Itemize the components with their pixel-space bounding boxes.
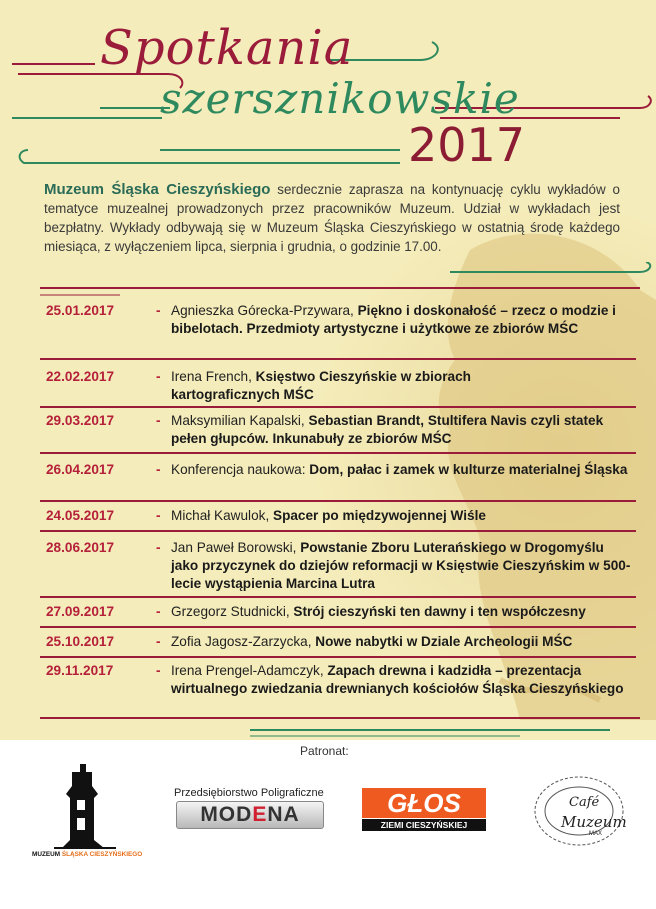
event-title: Zapach drewna i kadzidła – prezentacja wirtualnego zwiedzania drewnianych kościołów Śląska Cieszyńskiego bbox=[171, 663, 624, 696]
cafe-logo-word-1: Café bbox=[569, 795, 600, 810]
event-description bbox=[171, 507, 631, 525]
event-dash: - bbox=[156, 508, 161, 523]
event-separator bbox=[40, 626, 636, 628]
event-date: 29.11.2017 bbox=[46, 663, 114, 678]
museum-logo-word-1: MUZEUM bbox=[32, 851, 61, 858]
event-speaker: Agnieszka Górecka-Przywara, bbox=[171, 303, 358, 318]
event-separator bbox=[40, 500, 636, 502]
intro-text: serdecznie zaprasza na kontynuację cyklu wykładów o tematyce muzealnej prowadzonych przez pracowników Muzeum. Udział w wykładach jest bezpłatny. Wykłady odbywają się w Muzeum Śląska Cieszyńskiego w ostatnią środę każdego miesiąca, z wyłączeniem lipca, sierpnia i grudnia, o godzinie 17.00. bbox=[44, 182, 620, 254]
modena-logo-part-1: MOD bbox=[200, 803, 253, 826]
museum-logo-text bbox=[32, 851, 142, 858]
title-line-1: Spotkania bbox=[100, 20, 354, 76]
event-date: 27.09.2017 bbox=[46, 604, 115, 619]
event-dash: - bbox=[156, 634, 161, 649]
event-description bbox=[171, 302, 631, 338]
event-description bbox=[171, 539, 631, 593]
cafe-stamp-icon bbox=[531, 773, 627, 849]
event-dash: - bbox=[156, 369, 161, 384]
title-line-2: szersznikowskie bbox=[160, 74, 520, 123]
event-speaker: Maksymilian Kapalski, bbox=[171, 413, 309, 428]
event-speaker: Grzegorz Studnicki, bbox=[171, 604, 294, 619]
event-title: Dom, pałac i zamek w kulturze materialnej Śląska bbox=[309, 462, 628, 477]
event-speaker: Jan Paweł Borowski, bbox=[171, 540, 301, 555]
event-separator bbox=[40, 406, 636, 408]
glos-logo-subtitle: ZIEMI CIESZYŃSKIEJ bbox=[362, 819, 486, 831]
event-dash: - bbox=[156, 663, 161, 678]
event-title: Nowe nabytki w Dziale Archeologii MŚC bbox=[315, 634, 573, 649]
events-bottom-decoration bbox=[0, 708, 656, 740]
intro-paragraph bbox=[44, 180, 620, 256]
event-date: 26.04.2017 bbox=[46, 462, 115, 477]
event-dash: - bbox=[156, 540, 161, 555]
event-title: Sebastian Brandt, Stultifera Navis czyli statek pełen głupców. Inkunabuły ze zbiorów MŚC bbox=[171, 413, 604, 446]
modena-logo-part-2: NA bbox=[267, 803, 300, 826]
event-description bbox=[171, 633, 631, 651]
event-separator bbox=[40, 656, 636, 658]
event-speaker: Irena French, bbox=[171, 369, 256, 384]
modena-caption: Przedsiębiorstwo Poligraficzne bbox=[174, 787, 324, 799]
event-speaker: Konferencja naukowa: bbox=[171, 462, 310, 477]
event-dash: - bbox=[156, 413, 161, 428]
event-speaker: Irena Prengel-Adamczyk, bbox=[171, 663, 328, 678]
event-date: 25.10.2017 bbox=[46, 634, 115, 649]
event-separator bbox=[40, 452, 636, 454]
event-date: 29.03.2017 bbox=[46, 413, 115, 428]
event-dash: - bbox=[156, 604, 161, 619]
event-separator bbox=[40, 596, 636, 598]
event-description bbox=[171, 368, 501, 404]
event-date: 25.01.2017 bbox=[46, 303, 115, 318]
cafe-muzeum-logo bbox=[531, 773, 627, 849]
event-title: Strój cieszyński ten dawny i ten współczesny bbox=[293, 604, 586, 619]
event-description bbox=[171, 461, 631, 479]
event-date: 22.02.2017 bbox=[46, 369, 115, 384]
glos-logo: GŁOS bbox=[362, 788, 486, 818]
event-description bbox=[171, 412, 631, 448]
event-title: Księstwo Cieszyńskie w zbiorach kartograficznych MŚC bbox=[171, 369, 471, 402]
event-speaker: Zofia Jagosz-Zarzycka, bbox=[171, 634, 316, 649]
event-speaker: Michał Kawulok, bbox=[171, 508, 273, 523]
event-date: 24.05.2017 bbox=[46, 508, 115, 523]
events-top-decoration bbox=[0, 262, 656, 302]
event-dash: - bbox=[156, 462, 161, 477]
museum-logo-word-2: ŚLĄSKA CIESZYŃSKIEGO bbox=[61, 851, 143, 858]
event-separator bbox=[40, 530, 636, 532]
event-description bbox=[171, 603, 631, 621]
event-title: Piękno i doskonałość – rzecz o modzie i bibelotach. Przedmioty artystyczne i użytkowe ze zbiorów MŚC bbox=[171, 303, 616, 336]
event-title: Spacer po międzywojennej Wiśle bbox=[273, 508, 486, 523]
event-title: Powstanie Zboru Luterańskiego w Drogomyślu jako przyczynek do dziejów reformacji w Księstwie Cieszyńskim w 500-lecie wystąpienia Marcina Lutra bbox=[171, 540, 631, 591]
patronat-label: Patronat: bbox=[300, 744, 349, 758]
cafe-logo-word-2: Muzeum bbox=[561, 813, 627, 831]
cafe-logo-word-3: MAX bbox=[589, 831, 603, 837]
title-year: 2017 bbox=[408, 118, 526, 172]
event-dash: - bbox=[156, 303, 161, 318]
intro-museum-name: Muzeum Śląska Cieszyńskiego bbox=[44, 181, 271, 198]
event-description bbox=[171, 662, 631, 698]
museum-tower-logo-icon bbox=[50, 760, 120, 850]
modena-logo bbox=[176, 801, 324, 829]
modena-logo-e: E bbox=[252, 803, 268, 826]
event-separator bbox=[40, 358, 636, 360]
event-date: 28.06.2017 bbox=[46, 540, 115, 555]
